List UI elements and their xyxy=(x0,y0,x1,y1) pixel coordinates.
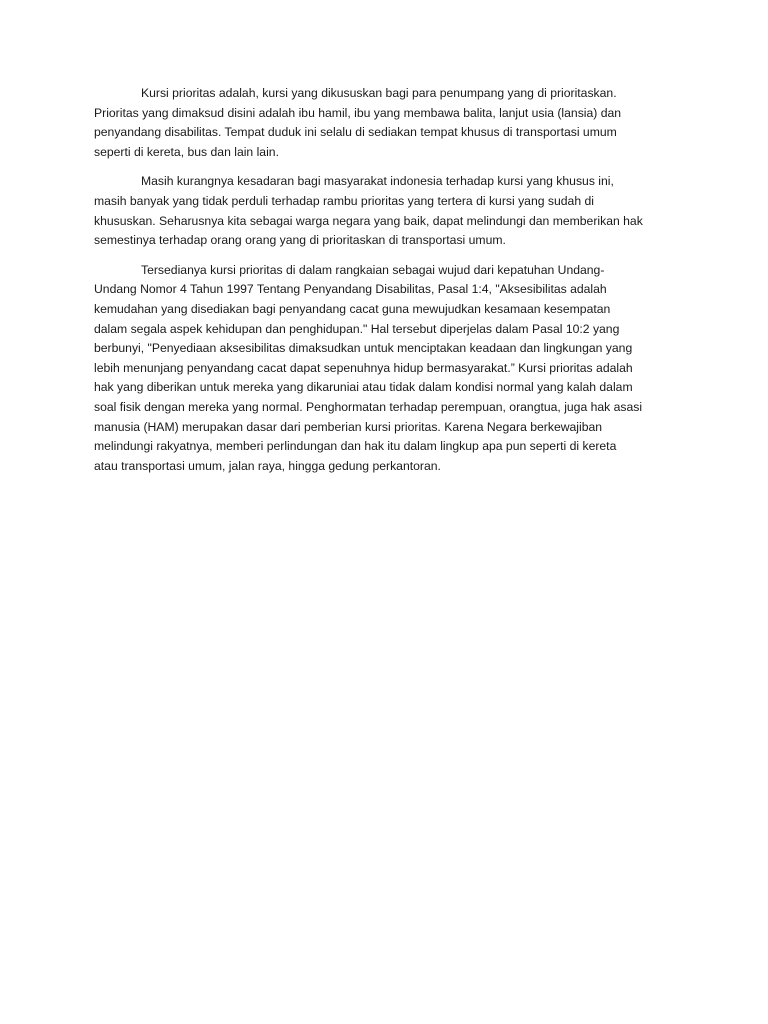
text-line: Kursi prioritas adalah, kursi yang dikususkan bagi para penumpang yang di prioritaskan. xyxy=(141,86,617,100)
text-line: seperti di kereta, bus dan lain lain. xyxy=(94,144,279,159)
text-line: manusia (HAM) merupakan dasar dari pemberian kursi prioritas. Karena Negara berkewajiban xyxy=(94,419,603,434)
text-line: lebih menunjang penyandang cacat dapat sepenuhnya hidup bermasyarakat.” Kursi prioritas adalah xyxy=(94,360,633,375)
text-line: penyandang disabilitas. Tempat duduk ini selalu di sediakan tempat khusus di transportasi umum xyxy=(94,125,617,140)
text-line: kemudahan yang disediakan bagi penyandang cacat guna mewujudkan kesamaan kesempatan xyxy=(94,301,611,316)
paragraph-2 xyxy=(94,172,674,250)
text-line: Prioritas yang dimaksud disini adalah ibu hamil, ibu yang membawa balita, lanjut usia (lansia) dan xyxy=(94,105,622,120)
text-line: Masih kurangnya kesadaran bagi masyarakat indonesia terhadap kursi yang khusus ini, xyxy=(141,174,614,189)
text-line: semestinya terhadap orang orang yang di prioritaskan di transportasi umum. xyxy=(94,233,506,248)
text-line: Tersedianya kursi prioritas di dalam rangkaian sebagai wujud dari kepatuhan Undang- xyxy=(141,262,605,277)
text-line: soal fisik dengan mereka yang normal. Penghormatan terhadap perempuan, orangtua, juga hak asasi xyxy=(94,399,643,414)
document-body xyxy=(94,84,674,486)
text-line: masih banyak yang tidak perduli terhadap rambu prioritas yang tertera di kursi yang sudah di xyxy=(94,193,594,208)
paragraph-1 xyxy=(94,84,674,162)
text-line: melindungi rakyatnya, memberi perlindungan dan hak itu dalam lingkup apa pun seperti di kereta xyxy=(94,439,617,454)
paragraph-3 xyxy=(94,261,674,477)
text-line: Undang Nomor 4 Tahun 1997 Tentang Penyandang Disabilitas, Pasal 1:4, "Aksesibilitas adalah xyxy=(94,282,607,297)
text-line: berbunyi, "Penyediaan aksesibilitas dimaksudkan untuk menciptakan keadaan dan lingkungan yang xyxy=(94,341,633,356)
text-line: atau transportasi umum, jalan raya, hingga gedung perkantoran. xyxy=(94,458,441,473)
text-line: khususkan. Seharusnya kita sebagai warga negara yang baik, dapat melindungi dan memberikan hak xyxy=(94,213,643,228)
text-line: dalam segala aspek kehidupan dan penghidupan." Hal tersebut diperjelas dalam Pasal 10:2 yang xyxy=(94,321,620,336)
text-line: hak yang diberikan untuk mereka yang dikaruniai atau tidak dalam kondisi normal yang kalah dalam xyxy=(94,380,633,395)
